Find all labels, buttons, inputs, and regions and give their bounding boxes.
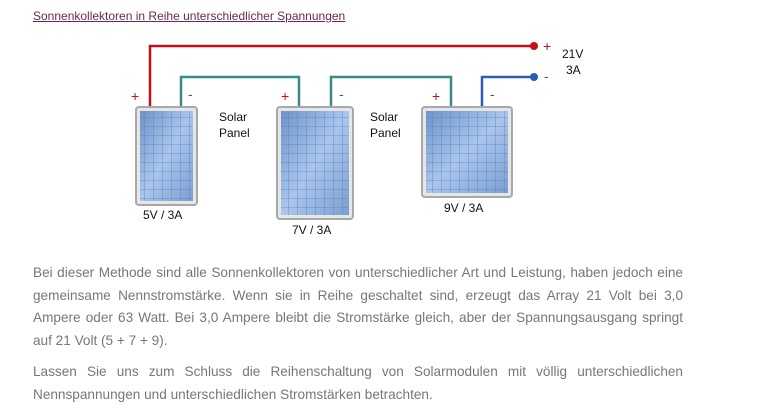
paragraph-method-description: Bei dieser Methode sind alle Sonnenkollektoren von unterschiedlicher Art und Leistung, haben jedoch eine gemeinsame Nennstromstärke. Wenn sie in Reihe geschaltet sind, erzeugt das Array 21 Volt bei 3,0 Ampere oder 63 Watt. Bei 3,0 Ampere bleibt die Stromstärke gleich, aber der Spannungsausgang springt auf 21 Volt (5 + 7 + 9). — [33, 265, 683, 348]
solar-panel-label-1-line2: Panel — [219, 126, 250, 140]
output-voltage-label: 21V — [562, 47, 584, 61]
output-minus-sign: - — [544, 68, 549, 84]
positive-terminal-dot — [530, 42, 538, 50]
paragraph-conclusion: Lassen Sie uns zum Schluss die Reihenschaltung von Solarmodulen mit völlig unterschiedlichen Nennspannungen und unterschiedlichen Stromstärken betrachten. — [33, 364, 683, 402]
solar-panel-label-1-line1: Solar — [219, 110, 248, 124]
solar-panel-label-2-line2: Panel — [370, 126, 401, 140]
solar-panel-1 — [136, 107, 197, 205]
panel-2-minus-sign: - — [339, 86, 344, 102]
panel-3-rating: 9V / 3A — [444, 201, 484, 215]
output-current-label: 3A — [566, 63, 581, 77]
panel-2-plus-sign: + — [281, 88, 290, 104]
solar-panel-label-2-line1: Solar — [370, 110, 399, 124]
panel-1-plus-sign: + — [131, 88, 140, 104]
panel-3-plus-sign: + — [432, 88, 441, 104]
panel-2-rating: 7V / 3A — [292, 223, 332, 237]
panel-1-minus-sign: - — [188, 86, 193, 102]
solar-panel-2 — [277, 107, 353, 219]
panel-1-rating: 5V / 3A — [143, 208, 183, 222]
output-plus-sign: + — [543, 38, 552, 54]
panel-3-minus-sign: - — [490, 86, 495, 102]
negative-terminal-dot — [530, 73, 538, 81]
article-heading-link[interactable]: Sonnenkollektoren in Reihe unterschiedlicher Spannungen — [33, 9, 346, 23]
solar-panel-3 — [422, 107, 512, 197]
